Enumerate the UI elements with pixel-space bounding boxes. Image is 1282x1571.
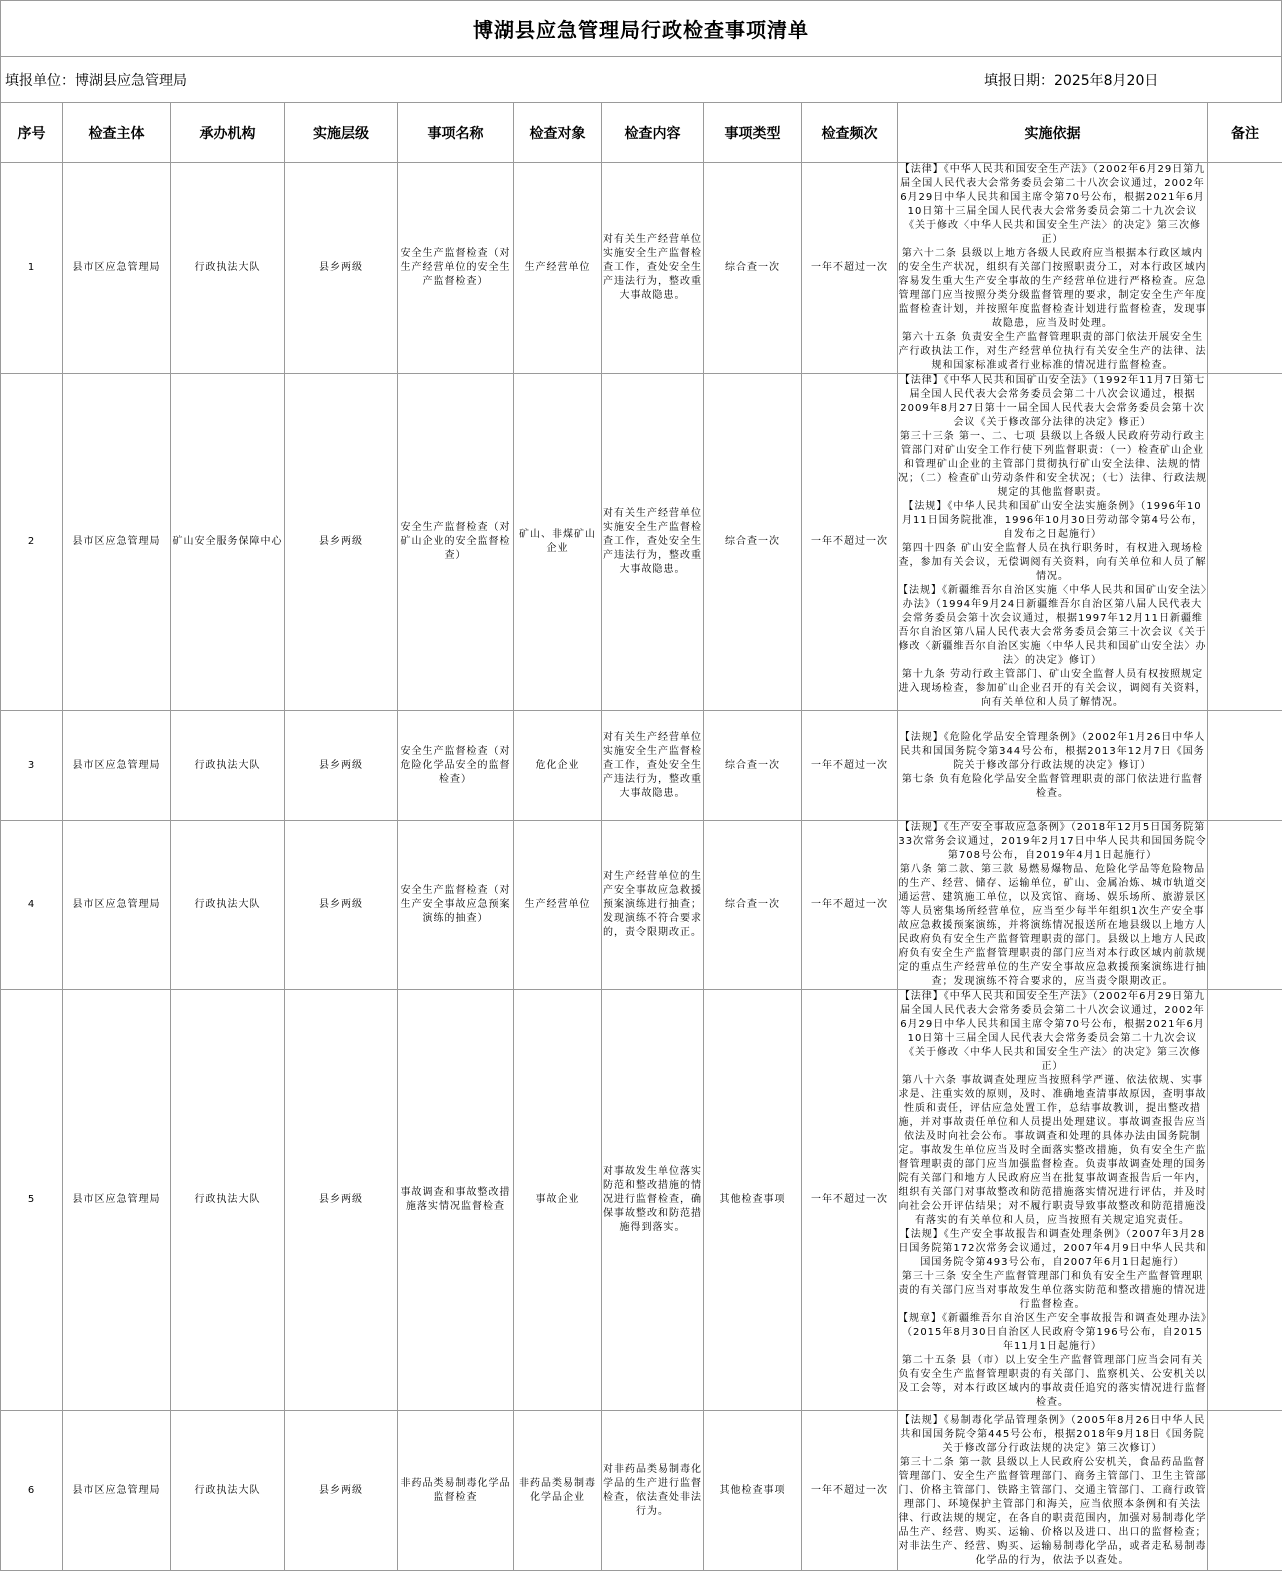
row-seq: 1 (1, 163, 63, 374)
row-target: 生产经营单位 (514, 821, 602, 990)
row-frequency: 一年不超过一次 (802, 163, 898, 374)
header-item-name: 事项名称 (398, 103, 514, 163)
row-item-name: 安全生产监督检查（对生产经营单位的安全生产监督检查） (398, 163, 514, 374)
row-frequency: 一年不超过一次 (802, 821, 898, 990)
row-target: 事故企业 (514, 990, 602, 1411)
row-target: 非药品类易制毒化学品企业 (514, 1411, 602, 1571)
basis-paragraph: 第十九条 劳动行政主管部门、矿山安全监督人员有权按照规定进入现场检查，参加矿山企业召开的有关会议，调阅有关资料，向有关单位和人员了解情况。 (898, 668, 1207, 710)
row-level: 县乡两级 (285, 711, 398, 821)
row-target: 危化企业 (514, 711, 602, 821)
row-basis (898, 990, 1208, 1411)
header-type: 事项类型 (704, 103, 802, 163)
row-content: 对非药品类易制毒化学品的生产进行监督检查，依法查处非法行为。 (602, 1411, 704, 1571)
row-seq: 6 (1, 1411, 63, 1571)
row-agency: 行政执法大队 (171, 163, 285, 374)
document-title: 博湖县应急管理局行政检查事项清单 (473, 14, 809, 43)
basis-paragraph: 第七条 负有危险化学品安全监督管理职责的部门依法进行监督检查。 (898, 773, 1207, 801)
header-content: 检查内容 (602, 103, 704, 163)
row-subject: 县市区应急管理局 (63, 821, 171, 990)
table-row (1, 163, 1282, 374)
basis-paragraph: 第六十五条 负责安全生产监督管理职责的部门依法开展安全生产行政执法工作，对生产经营单位执行有关安全生产的法律、法规和国家标准或者行业标准的情况进行监督检查。 (898, 331, 1207, 373)
basis-paragraph: 【规章】《新疆维吾尔自治区生产安全事故报告和调查处理办法》（2015年8月30日自治区人民政府令第196号公布，自2015年11月1日起施行） (898, 1312, 1207, 1354)
row-level: 县乡两级 (285, 990, 398, 1411)
row-agency: 行政执法大队 (171, 711, 285, 821)
row-agency: 矿山安全服务保障中心 (171, 374, 285, 711)
basis-paragraph: 第八条 第二款、第三款 易燃易爆物品、危险化学品等危险物品的生产、经营、储存、运输单位，矿山、金属冶炼、城市轨道交通运营、建筑施工单位，以及宾馆、商场、娱乐场所、旅游景区等人员密集场所经营单位，应当至少每半年组织1次生产安全事故应急救援预案演练，并将演练情况报送所在地县级以上地方人民政府负有安全生产监督管理职责的部门。县级以上地方人民政府负有安全生产监督管理职责的部门应当对本行政区域内前款规定的重点生产经营单位的生产安全事故应急救援预案演练进行抽查；发现演练不符合要求的，应当责令限期改正。 (898, 863, 1207, 989)
row-type: 其他检查事项 (704, 1411, 802, 1571)
row-basis (898, 163, 1208, 374)
row-level: 县乡两级 (285, 374, 398, 711)
row-agency: 行政执法大队 (171, 990, 285, 1411)
basis-paragraph: 第四十四条 矿山安全监督人员在执行职务时，有权进入现场检查，参加有关会议，无偿调阅有关资料，向有关单位和人员了解情况。 (898, 542, 1207, 584)
row-content: 对有关生产经营单位实施安全生产监督检查工作，查处安全生产违法行为，整改重大事故隐患。 (602, 711, 704, 821)
row-seq: 5 (1, 990, 63, 1411)
table-row (1, 990, 1282, 1411)
basis-paragraph: 【法律】《中华人民共和国安全生产法》（2002年6月29日第九届全国人民代表大会常务委员会第二十八次会议通过，2002年6月29日中华人民共和国主席令第70号公布，根据2021年6月10日第十三届全国人民代表大会常务委员会第二十九次会议《关于修改〈中华人民共和国安全生产法〉的决定》第三次修正） (898, 990, 1207, 1074)
basis-paragraph: 【法规】《生产安全事故报告和调查处理条例》（2007年3月28日国务院第172次常务会议通过，2007年4月9日中华人民共和国国务院令第493号公布，自2007年6月1日起施行） (898, 1228, 1207, 1270)
title-row (0, 0, 1282, 57)
table-row (1, 711, 1282, 821)
basis-paragraph: 第八十六条 事故调查处理应当按照科学严谨、依法依规、实事求是、注重实效的原则，及时、准确地查清事故原因，查明事故性质和责任，评估应急处置工作，总结事故教训，提出整改措施，并对事故责任单位和人员提出处理建议。事故调查报告应当依法及时向社会公布。事故调查和处理的具体办法由国务院制定。事故发生单位应当及时全面落实整改措施，负有安全生产监督管理职责的部门应当加强监督检查。负责事故调查处理的国务院有关部门和地方人民政府应当在批复事故调查报告后一年内，组织有关部门对事故整改和防范措施落实情况进行评估，并及时向社会公开评估结果；对不履行职责导致事故整改和防范措施没有落实的有关单位和人员，应当按照有关规定追究责任。 (898, 1074, 1207, 1228)
row-level: 县乡两级 (285, 163, 398, 374)
basis-paragraph: 【法规】《中华人民共和国矿山安全法实施条例》（1996年10月11日国务院批准，1996年10月30日劳动部令第4号公布，自发布之日起施行） (898, 500, 1207, 542)
row-type: 综合查一次 (704, 163, 802, 374)
reporting-unit: 填报单位：博湖县应急管理局 (5, 70, 187, 90)
row-agency: 行政执法大队 (171, 821, 285, 990)
header-note: 备注 (1208, 103, 1282, 163)
basis-paragraph: 【法规】《危险化学品安全管理条例》（2002年1月26日中华人民共和国国务院令第344号公布，根据2013年12月7日《国务院关于修改部分行政法规的决定》修订） (898, 731, 1207, 773)
row-seq: 2 (1, 374, 63, 711)
header-seq: 序号 (1, 103, 63, 163)
row-note (1208, 711, 1282, 821)
row-agency: 行政执法大队 (171, 1411, 285, 1571)
row-content: 对事故发生单位落实防范和整改措施的情况进行监督检查，确保事故整改和防范措施得到落实。 (602, 990, 704, 1411)
basis-paragraph: 【法规】《新疆维吾尔自治区实施〈中华人民共和国矿山安全法〉办法》（1994年9月24日新疆维吾尔自治区第八届人民代表大会常务委员会第十次会议通过，根据1997年12月11日新疆维吾尔自治区第八届人民代表大会常务委员会第三十次会议《关于修改〈新疆维吾尔自治区实施〈中华人民共和国矿山安全法〉办法〉的决定》修订） (898, 584, 1207, 668)
row-frequency: 一年不超过一次 (802, 374, 898, 711)
row-target: 生产经营单位 (514, 163, 602, 374)
row-item-name: 非药品类易制毒化学品监督检查 (398, 1411, 514, 1571)
row-type: 综合查一次 (704, 821, 802, 990)
row-frequency: 一年不超过一次 (802, 990, 898, 1411)
row-basis (898, 1411, 1208, 1571)
header-level: 实施层级 (285, 103, 398, 163)
row-subject: 县市区应急管理局 (63, 990, 171, 1411)
basis-paragraph: 第三十三条 第一、二、七项 县级以上各级人民政府劳动行政主管部门对矿山安全工作行使下列监督职责：（一）检查矿山企业和管理矿山企业的主管部门贯彻执行矿山安全法律、法规的情况；（二）检查矿山劳动条件和安全状况；（七）法律、行政法规规定的其他监督职责。 (898, 430, 1207, 500)
row-item-name: 安全生产监督检查（对矿山企业的安全监督检查） (398, 374, 514, 711)
row-note (1208, 1411, 1282, 1571)
row-basis (898, 374, 1208, 711)
row-content: 对有关生产经营单位实施安全生产监督检查工作，查处安全生产违法行为，整改重大事故隐患。 (602, 374, 704, 711)
row-note (1208, 821, 1282, 990)
row-note (1208, 990, 1282, 1411)
basis-paragraph: 第三十二条 第一款 县级以上人民政府公安机关，食品药品监督管理部门、安全生产监督管理部门、商务主管部门、卫生主管部门、价格主管部门、铁路主管部门、交通主管部门、工商行政管理部门、环境保护主管部门和海关，应当依照本条例和有关法律、行政法规的规定，在各自的职责范围内，加强对易制毒化学品生产、经营、购买、运输、价格以及进口、出口的监督检查；对非法生产、经营、购买、运输易制毒化学品，或者走私易制毒化学品的行为，依法予以查处。 (898, 1456, 1207, 1568)
basis-paragraph: 【法规】《生产安全事故应急条例》（2018年12月5日国务院第33次常务会议通过，2019年2月17日中华人民共和国国务院令第708号公布，自2019年4月1日起施行） (898, 821, 1207, 863)
row-subject: 县市区应急管理局 (63, 711, 171, 821)
row-item-name: 安全生产监督检查（对危险化学品安全的监督检查） (398, 711, 514, 821)
row-frequency: 一年不超过一次 (802, 711, 898, 821)
row-type: 其他检查事项 (704, 990, 802, 1411)
row-level: 县乡两级 (285, 821, 398, 990)
row-note (1208, 374, 1282, 711)
table-row (1, 821, 1282, 990)
row-subject: 县市区应急管理局 (63, 1411, 171, 1571)
basis-paragraph: 第三十三条 安全生产监督管理部门和负有安全生产监督管理职责的有关部门应当对事故发生单位落实防范和整改措施的情况进行监督检查。 (898, 1270, 1207, 1312)
row-type: 综合查一次 (704, 711, 802, 821)
basis-paragraph: 【法规】《易制毒化学品管理条例》（2005年8月26日中华人民共和国国务院令第445号公布，根据2018年9月18日《国务院关于修改部分行政法规的决定》第三次修订） (898, 1414, 1207, 1456)
basis-paragraph: 第六十二条 县级以上地方各级人民政府应当根据本行政区域内的安全生产状况，组织有关部门按照职责分工，对本行政区域内容易发生重大生产安全事故的生产经营单位进行严格检查。应急管理部门应当按照分类分级监督管理的要求，制定安全生产年度监督检查计划，并按照年度监督检查计划进行监督检查，发现事故隐患，应当及时处理。 (898, 247, 1207, 331)
row-type: 综合查一次 (704, 374, 802, 711)
row-basis (898, 711, 1208, 821)
row-note (1208, 163, 1282, 374)
table-row (1, 374, 1282, 711)
row-content: 对有关生产经营单位实施安全生产监督检查工作，查处安全生产违法行为，整改重大事故隐患。 (602, 163, 704, 374)
row-subject: 县市区应急管理局 (63, 374, 171, 711)
basis-paragraph: 【法律】《中华人民共和国安全生产法》（2002年6月29日第九届全国人民代表大会常务委员会第二十八次会议通过，2002年6月29日中华人民共和国主席令第70号公布，根据2021年6月10日第十三届全国人民代表大会常务委员会第二十九次会议《关于修改〈中华人民共和国安全生产法〉的决定》第三次修正） (898, 163, 1207, 247)
basis-paragraph: 【法律】《中华人民共和国矿山安全法》（1992年11月7日第七届全国人民代表大会常务委员会第二十八次会议通过，根据2009年8月27日第十一届全国人民代表大会常务委员会第十次会议《关于修改部分法律的决定》修正） (898, 374, 1207, 430)
row-level: 县乡两级 (285, 1411, 398, 1571)
row-item-name: 事故调查和事故整改措施落实情况监督检查 (398, 990, 514, 1411)
header-row (1, 103, 1282, 163)
inspection-table (0, 102, 1282, 1571)
header-target: 检查对象 (514, 103, 602, 163)
row-seq: 4 (1, 821, 63, 990)
row-basis (898, 821, 1208, 990)
row-target: 矿山、非煤矿山企业 (514, 374, 602, 711)
row-item-name: 安全生产监督检查（对生产安全事故应急预案演练的抽查） (398, 821, 514, 990)
header-agency: 承办机构 (171, 103, 285, 163)
row-content: 对生产经营单位的生产安全事故应急救援预案演练进行抽查；发现演练不符合要求的，责令限期改正。 (602, 821, 704, 990)
row-seq: 3 (1, 711, 63, 821)
basis-paragraph: 第二十五条 县（市）以上安全生产监督管理部门应当会同有关负有安全生产监督管理职责的有关部门、监察机关、公安机关以及工会等，对本行政区域内的事故责任追究的落实情况进行监督检查。 (898, 1354, 1207, 1410)
header-frequency: 检查频次 (802, 103, 898, 163)
table-row (1, 1411, 1282, 1571)
header-basis: 实施依据 (898, 103, 1208, 163)
row-frequency: 一年不超过一次 (802, 1411, 898, 1571)
reporting-date: 填报日期：2025年8月20日 (984, 70, 1158, 90)
info-row (0, 57, 1282, 102)
row-subject: 县市区应急管理局 (63, 163, 171, 374)
header-subject: 检查主体 (63, 103, 171, 163)
